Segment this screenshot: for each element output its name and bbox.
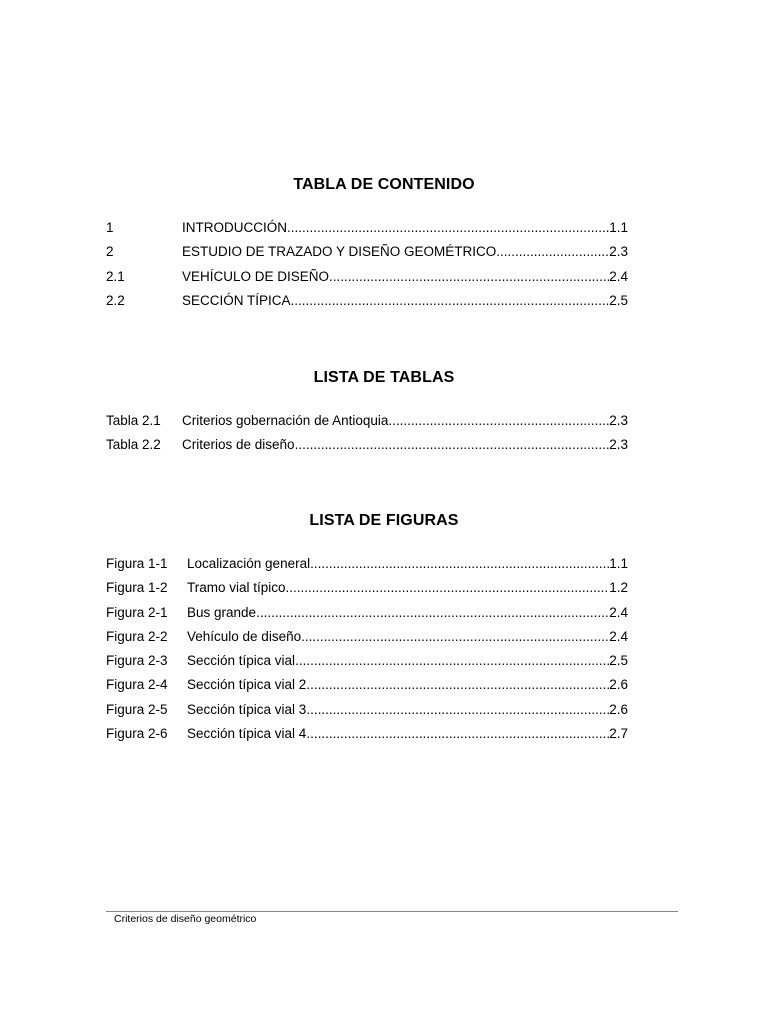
figure-entry-number: Figura 2-2 <box>106 628 168 644</box>
dot-leader <box>306 702 609 717</box>
figure-entry[interactable] <box>106 677 628 701</box>
table-entry-label: Criterios de diseño <box>182 437 295 453</box>
figure-entry[interactable] <box>106 556 628 580</box>
dot-leader <box>306 677 609 692</box>
figure-entry[interactable] <box>106 629 628 653</box>
figure-entry-page: 1.1 <box>609 556 628 571</box>
dot-leader <box>301 629 609 644</box>
figure-entry-number: Figura 2-4 <box>106 677 168 693</box>
dot-leader <box>286 580 610 595</box>
figure-entry-page: 2.4 <box>609 604 628 620</box>
toc-title: TABLA DE CONTENIDO <box>293 176 475 193</box>
toc-entry-number: 2 <box>106 244 114 260</box>
toc-entry-label: VEHÍCULO DE DISEÑO <box>182 268 330 284</box>
figure-entry[interactable] <box>106 580 628 604</box>
dot-leader <box>287 220 609 235</box>
toc-entry[interactable] <box>106 269 628 293</box>
figure-entry-number: Figura 1-2 <box>106 580 168 596</box>
table-entry-page: 2.3 <box>609 437 628 453</box>
toc-entry-number: 2.1 <box>106 268 125 284</box>
figure-entry[interactable] <box>106 702 628 726</box>
toc-entry-page: 2.4 <box>609 268 628 284</box>
tables-list <box>106 413 628 462</box>
dot-leader <box>256 605 609 620</box>
table-entry-label: Criterios gobernación de Antioquia <box>182 413 389 428</box>
table-entry[interactable] <box>106 413 628 437</box>
toc-entry[interactable] <box>106 293 628 317</box>
toc-entry-page: 1.1 <box>609 220 628 235</box>
toc-entry[interactable] <box>106 244 628 268</box>
dot-leader <box>291 293 610 308</box>
figure-entry-label: Tramo vial típico <box>187 580 286 596</box>
dot-leader <box>329 269 609 284</box>
figure-entry-page: 1.2 <box>609 580 628 596</box>
toc-entry[interactable] <box>106 220 628 244</box>
figure-entry-label: Localización general <box>187 556 311 571</box>
figure-entry-page: 2.4 <box>609 628 628 644</box>
dot-leader <box>310 556 609 571</box>
figure-entry[interactable] <box>106 726 628 750</box>
figure-entry-number: Figura 2-5 <box>106 701 168 717</box>
toc-entry-number: 1 <box>106 220 114 235</box>
toc-entry-page: 2.3 <box>609 244 628 260</box>
figures-list <box>106 556 628 750</box>
table-entry-number: Tabla 2.1 <box>106 413 161 428</box>
figures-list-title: LISTA DE FIGURAS <box>309 512 459 529</box>
figure-entry-label: Sección típica vial <box>187 653 296 669</box>
figure-entry-number: Figura 1-1 <box>106 556 168 571</box>
figure-entry-label: Sección típica vial 3 <box>187 701 307 717</box>
toc-list <box>106 220 628 317</box>
table-entry-number: Tabla 2.2 <box>106 437 161 453</box>
table-entry[interactable] <box>106 437 628 461</box>
footer-divider <box>106 911 678 912</box>
dot-leader <box>306 726 609 741</box>
figure-entry-page: 2.5 <box>609 653 628 669</box>
toc-entry-label: SECCIÓN TÍPICA <box>182 292 291 308</box>
table-entry-page: 2.3 <box>609 413 628 428</box>
figure-entry-label: Vehículo de diseño <box>187 628 302 644</box>
toc-entry-label: INTRODUCCIÓN <box>182 220 287 235</box>
dot-leader <box>496 244 609 259</box>
dot-leader <box>295 653 609 668</box>
figure-entry-number: Figura 2-6 <box>106 726 168 742</box>
tables-list-title: LISTA DE TABLAS <box>313 369 455 386</box>
toc-entry-label: ESTUDIO DE TRAZADO Y DISEÑO GEOMÉTRICO <box>182 244 497 260</box>
figure-entry-page: 2.6 <box>609 677 628 693</box>
figure-entry-number: Figura 2-3 <box>106 653 168 669</box>
figure-entry-label: Sección típica vial 2 <box>187 677 307 693</box>
toc-entry-page: 2.5 <box>609 292 628 308</box>
toc-entry-number: 2.2 <box>106 292 125 308</box>
figure-entry[interactable] <box>106 605 628 629</box>
figure-entry-label: Sección típica vial 4 <box>187 726 307 742</box>
footer-text: Criterios de diseño geométrico <box>114 913 257 925</box>
figure-entry-page: 2.7 <box>609 726 628 742</box>
dot-leader <box>388 413 609 428</box>
figure-entry-label: Bus grande <box>187 604 257 620</box>
figure-entry[interactable] <box>106 653 628 677</box>
figure-entry-number: Figura 2-1 <box>106 604 168 620</box>
figure-entry-page: 2.6 <box>609 701 628 717</box>
dot-leader <box>295 437 610 452</box>
